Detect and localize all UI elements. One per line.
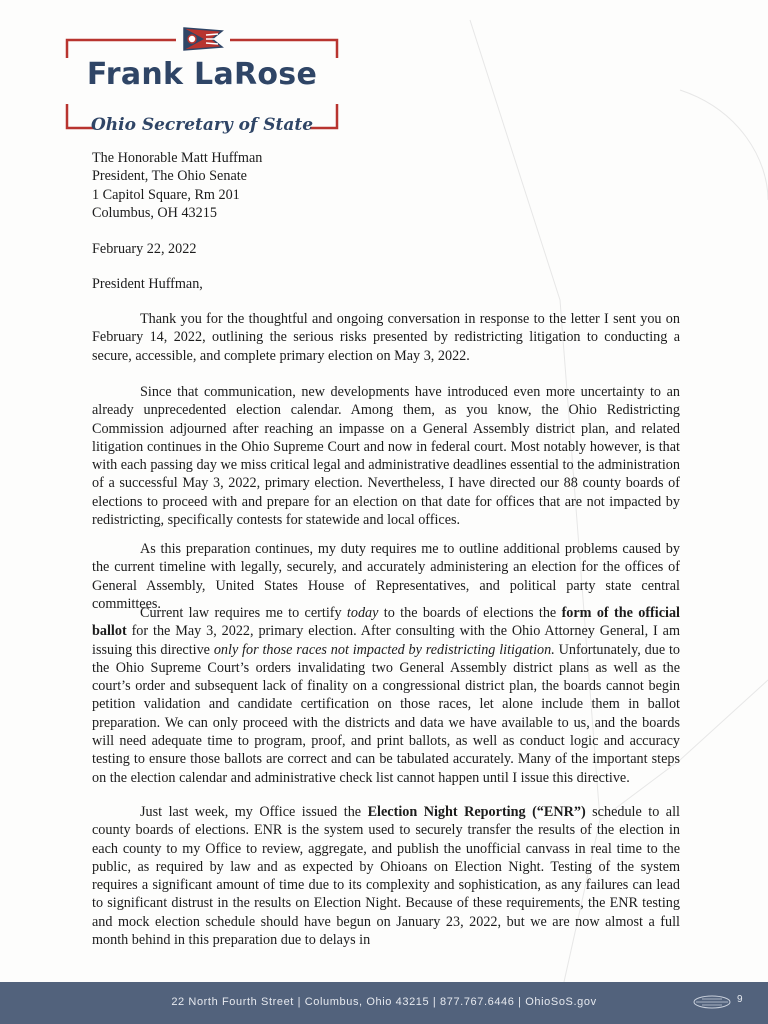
- paragraph-4: [92, 604, 680, 787]
- recipient-line: Columbus, OH 43215: [92, 204, 217, 221]
- text-run: schedule to all county boards of elections. ENR is the system used to securely transfer the results of the election in each county to my Office to review, aggregate, and publish the unofficial canvass in real time to the public, as required by law and as expected by Ohioans on Election Night. Testing of the system requires a significant amount of time due to its complexity and sophistication, as any failures can lead to significant distrust in the results on Election Night. Because of these requirements, the ENR testing and mock election schedule should have begun on January 23, 2022, but we are now almost a full month behind in this preparation due to delays in: [92, 804, 680, 949]
- paragraph-5: [92, 803, 680, 949]
- recipient-line: President, The Ohio Senate: [92, 168, 247, 185]
- paragraph-3: As this preparation continues, my duty requires me to outline additional problems caused by the current timeline with legally, securely, and accurately administering an election for the offices of General Assembly, United States House of Representatives, and political party state central committees.: [92, 541, 680, 612]
- letter-date: February 22, 2022: [92, 241, 197, 257]
- recipient-address: [92, 149, 680, 222]
- paragraph-2: Since that communication, new developments have introduced even more uncertainty to an already unprecedented election calendar. Among them, as you know, the Ohio Redistricting Commission adjourned after reaching an impasse on a General Assembly district plan, and related litigation continues in the Ohio Supreme Court and now in federal court. Most notably however, is that with each passing day we miss critical legal and administrative deadlines essential to the administration of a successful May 3, 2022, primary election. Nevertheless, I have directed our 88 county boards of elections to proceed with and prepare for an election on that date for offices that are not impacted by redistricting, specifically contests for statewide and local offices.: [92, 384, 680, 529]
- letterhead-title: Ohio Secretary of State: [90, 115, 314, 135]
- recipient-line: The Honorable Matt Huffman: [92, 150, 263, 166]
- letterhead-name: Frank LaRose: [86, 57, 318, 92]
- footer-address: 22 North Fourth Street | Columbus, Ohio 43215 | 877.767.6446 | OhioSoS.gov: [171, 996, 597, 1008]
- recipient-line: 1 Capitol Square, Rm 201: [92, 186, 240, 203]
- text-run: to the boards of elections the: [378, 605, 562, 621]
- paragraph-1: Thank you for the thoughtful and ongoing conversation in response to the letter I sent you on February 14, 2022, outlining the serious risks presented by redistricting litigation to conducting a secure, accessible, and complete primary election on May 3, 2022.: [92, 311, 680, 364]
- emphasis-races: only for those races not impacted by redistricting litigation.: [213, 641, 555, 658]
- ohio-flag-icon: [182, 26, 224, 52]
- text-run: Unfortunately, due to the Ohio Supreme Court’s orders invalidating two General Assembly district plans as well as the court’s order and subsequent lack of finality on a congressional district plan, the boards cannot begin petition validation and candidate certification on those races, let alone include them in ballot preparation. We can only proceed with the districts and data we have available to us, and the boards will need adequate time to program, proof, and print ballots, as well as conduct logic and accuracy testing to ensure those ballots are correct and can be tabulated accurately. Many of the important steps on the election calendar and administrative check list cannot happen until I issue this directive.: [92, 641, 680, 786]
- emphasis-today: today: [346, 605, 379, 621]
- text-run: Current law requires me to certify: [140, 605, 347, 621]
- text-run: Just last week, my Office issued the: [140, 804, 368, 820]
- bold-enr: Election Night Reporting (“ENR”): [367, 804, 586, 820]
- page-number: 9: [737, 994, 743, 1005]
- footer-bar: [0, 982, 768, 1024]
- bold-official-ballot: form of the official ballot: [92, 605, 680, 640]
- letterhead: [64, 26, 340, 135]
- ohio-seal-icon: [690, 992, 734, 1012]
- text-run: for the May 3, 2022, primary election. After consulting with the Ohio Attorney General, I am issuing this directive: [92, 623, 680, 658]
- salutation: President Huffman,: [92, 276, 203, 292]
